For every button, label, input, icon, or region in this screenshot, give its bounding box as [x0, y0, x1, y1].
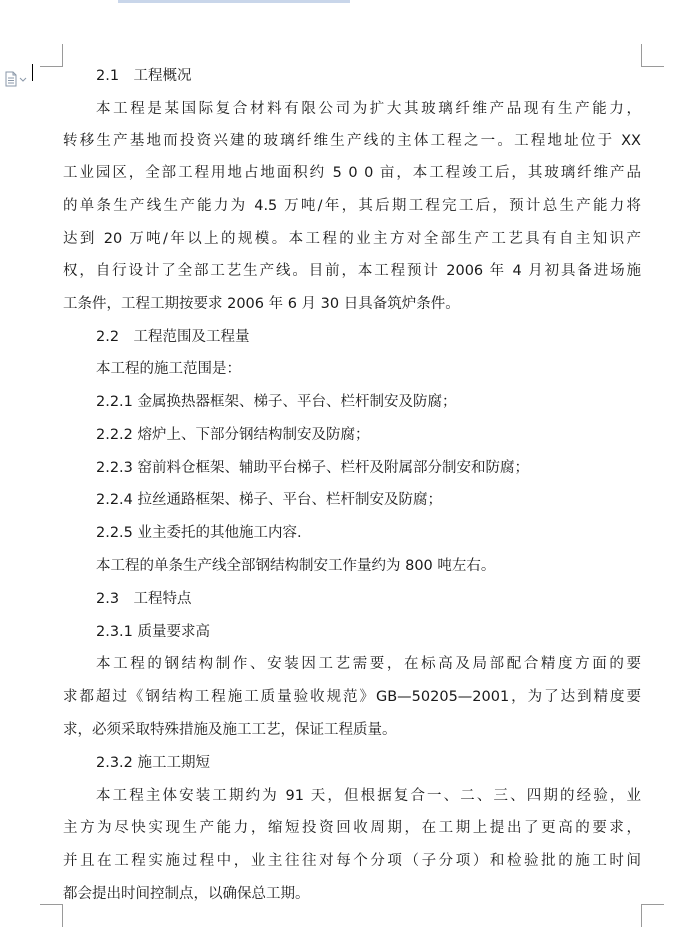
paragraph-quality-line: 求，必须采取特殊措施及施工工艺，保证工程质量。 — [63, 722, 397, 738]
text-cursor — [32, 64, 33, 81]
scope-item: 2.2.3 窑前料仓框架、辅助平台梯子、栏杆及附属部分制安和防腐； — [96, 460, 530, 476]
paragraph-overview-line: 工业园区，全部工程用地占地面积约 5 0 0 亩，本工程竣工后，其玻璃纤维产品 — [63, 165, 641, 181]
document-options-icon[interactable] — [4, 71, 28, 87]
scope-item: 2.2.1 金属换热器框架、梯子、平台、栏杆制安及防腐； — [96, 394, 457, 410]
paragraph-overview-line: 工条件，工程工期按要求 2006 年 6 月 30 日具备筑炉条件。 — [63, 296, 460, 312]
top-ruler-strip — [118, 0, 350, 3]
heading-2-3-2: 2.3.2 施工工期短 — [96, 755, 211, 771]
paragraph-schedule-line: 主方为尽快实现生产能力，缩短投资回收周期，在工期上提出了更高的要求， — [63, 820, 641, 836]
paragraph-overview-line: 本工程是某国际复合材料有限公司为扩大其玻璃纤维产品现有生产能力， — [96, 101, 641, 117]
paragraph-overview-line: 的单条生产线生产能力为 4.5 万吨/年，其后期工程完工后，预计总生产能力将 — [63, 198, 641, 214]
heading-2-3: 2.3 工程特点 — [96, 591, 192, 607]
margin-corner-top-left — [40, 44, 63, 67]
heading-2-3-1: 2.3.1 质量要求高 — [96, 624, 211, 640]
paragraph-overview-line: 达到 20 万吨/年以上的规模。本工程的业主方对全部生产工艺具有自主知识产 — [63, 231, 641, 247]
scope-item: 2.2.4 拉丝通路框架、梯子、平台、栏杆制安及防腐； — [96, 492, 443, 508]
paragraph-scope-intro: 本工程的施工范围是： — [96, 361, 241, 377]
margin-corner-top-right — [641, 44, 664, 67]
scope-item: 2.2.5 业主委托的其他施工内容. — [96, 525, 302, 541]
scope-item: 2.2.2 熔炉上、下部分钢结构制安及防腐； — [96, 427, 370, 443]
heading-2-1: 2.1 工程概况 — [96, 68, 192, 84]
paragraph-quality-line: 求都超过《钢结构工程施工质量验收规范》GB—50205—2001，为了达到精度要 — [63, 689, 641, 705]
paragraph-schedule-line: 本工程主体安装工期约为 91 天，但根据复合一、二、三、四期的经验，业 — [96, 788, 641, 804]
paragraph-schedule-line: 都会提出时间控制点，以确保总工期。 — [63, 886, 310, 902]
paragraph-workload: 本工程的单条生产线全部钢结构制安工作量约为 800 吨左右。 — [96, 558, 496, 574]
heading-2-2: 2.2 工程范围及工程量 — [96, 329, 250, 345]
margin-corner-bottom-right — [641, 904, 664, 927]
paragraph-overview-line: 转移生产基地而投资兴建的玻璃纤维生产线的主体工程之一。工程地址位于 XX — [63, 133, 641, 149]
paragraph-overview-line: 权，自行设计了全部工艺生产线。目前，本工程预计 2006 年 4 月初具备进场施 — [63, 263, 641, 279]
margin-corner-bottom-left — [40, 904, 63, 927]
paragraph-schedule-line: 并且在工程实施过程中，业主往往对每个分项（子分项）和检验批的施工时间 — [63, 853, 641, 869]
paragraph-quality-line: 本工程的钢结构制作、安装因工艺需要，在标高及局部配合精度方面的要 — [96, 656, 641, 672]
